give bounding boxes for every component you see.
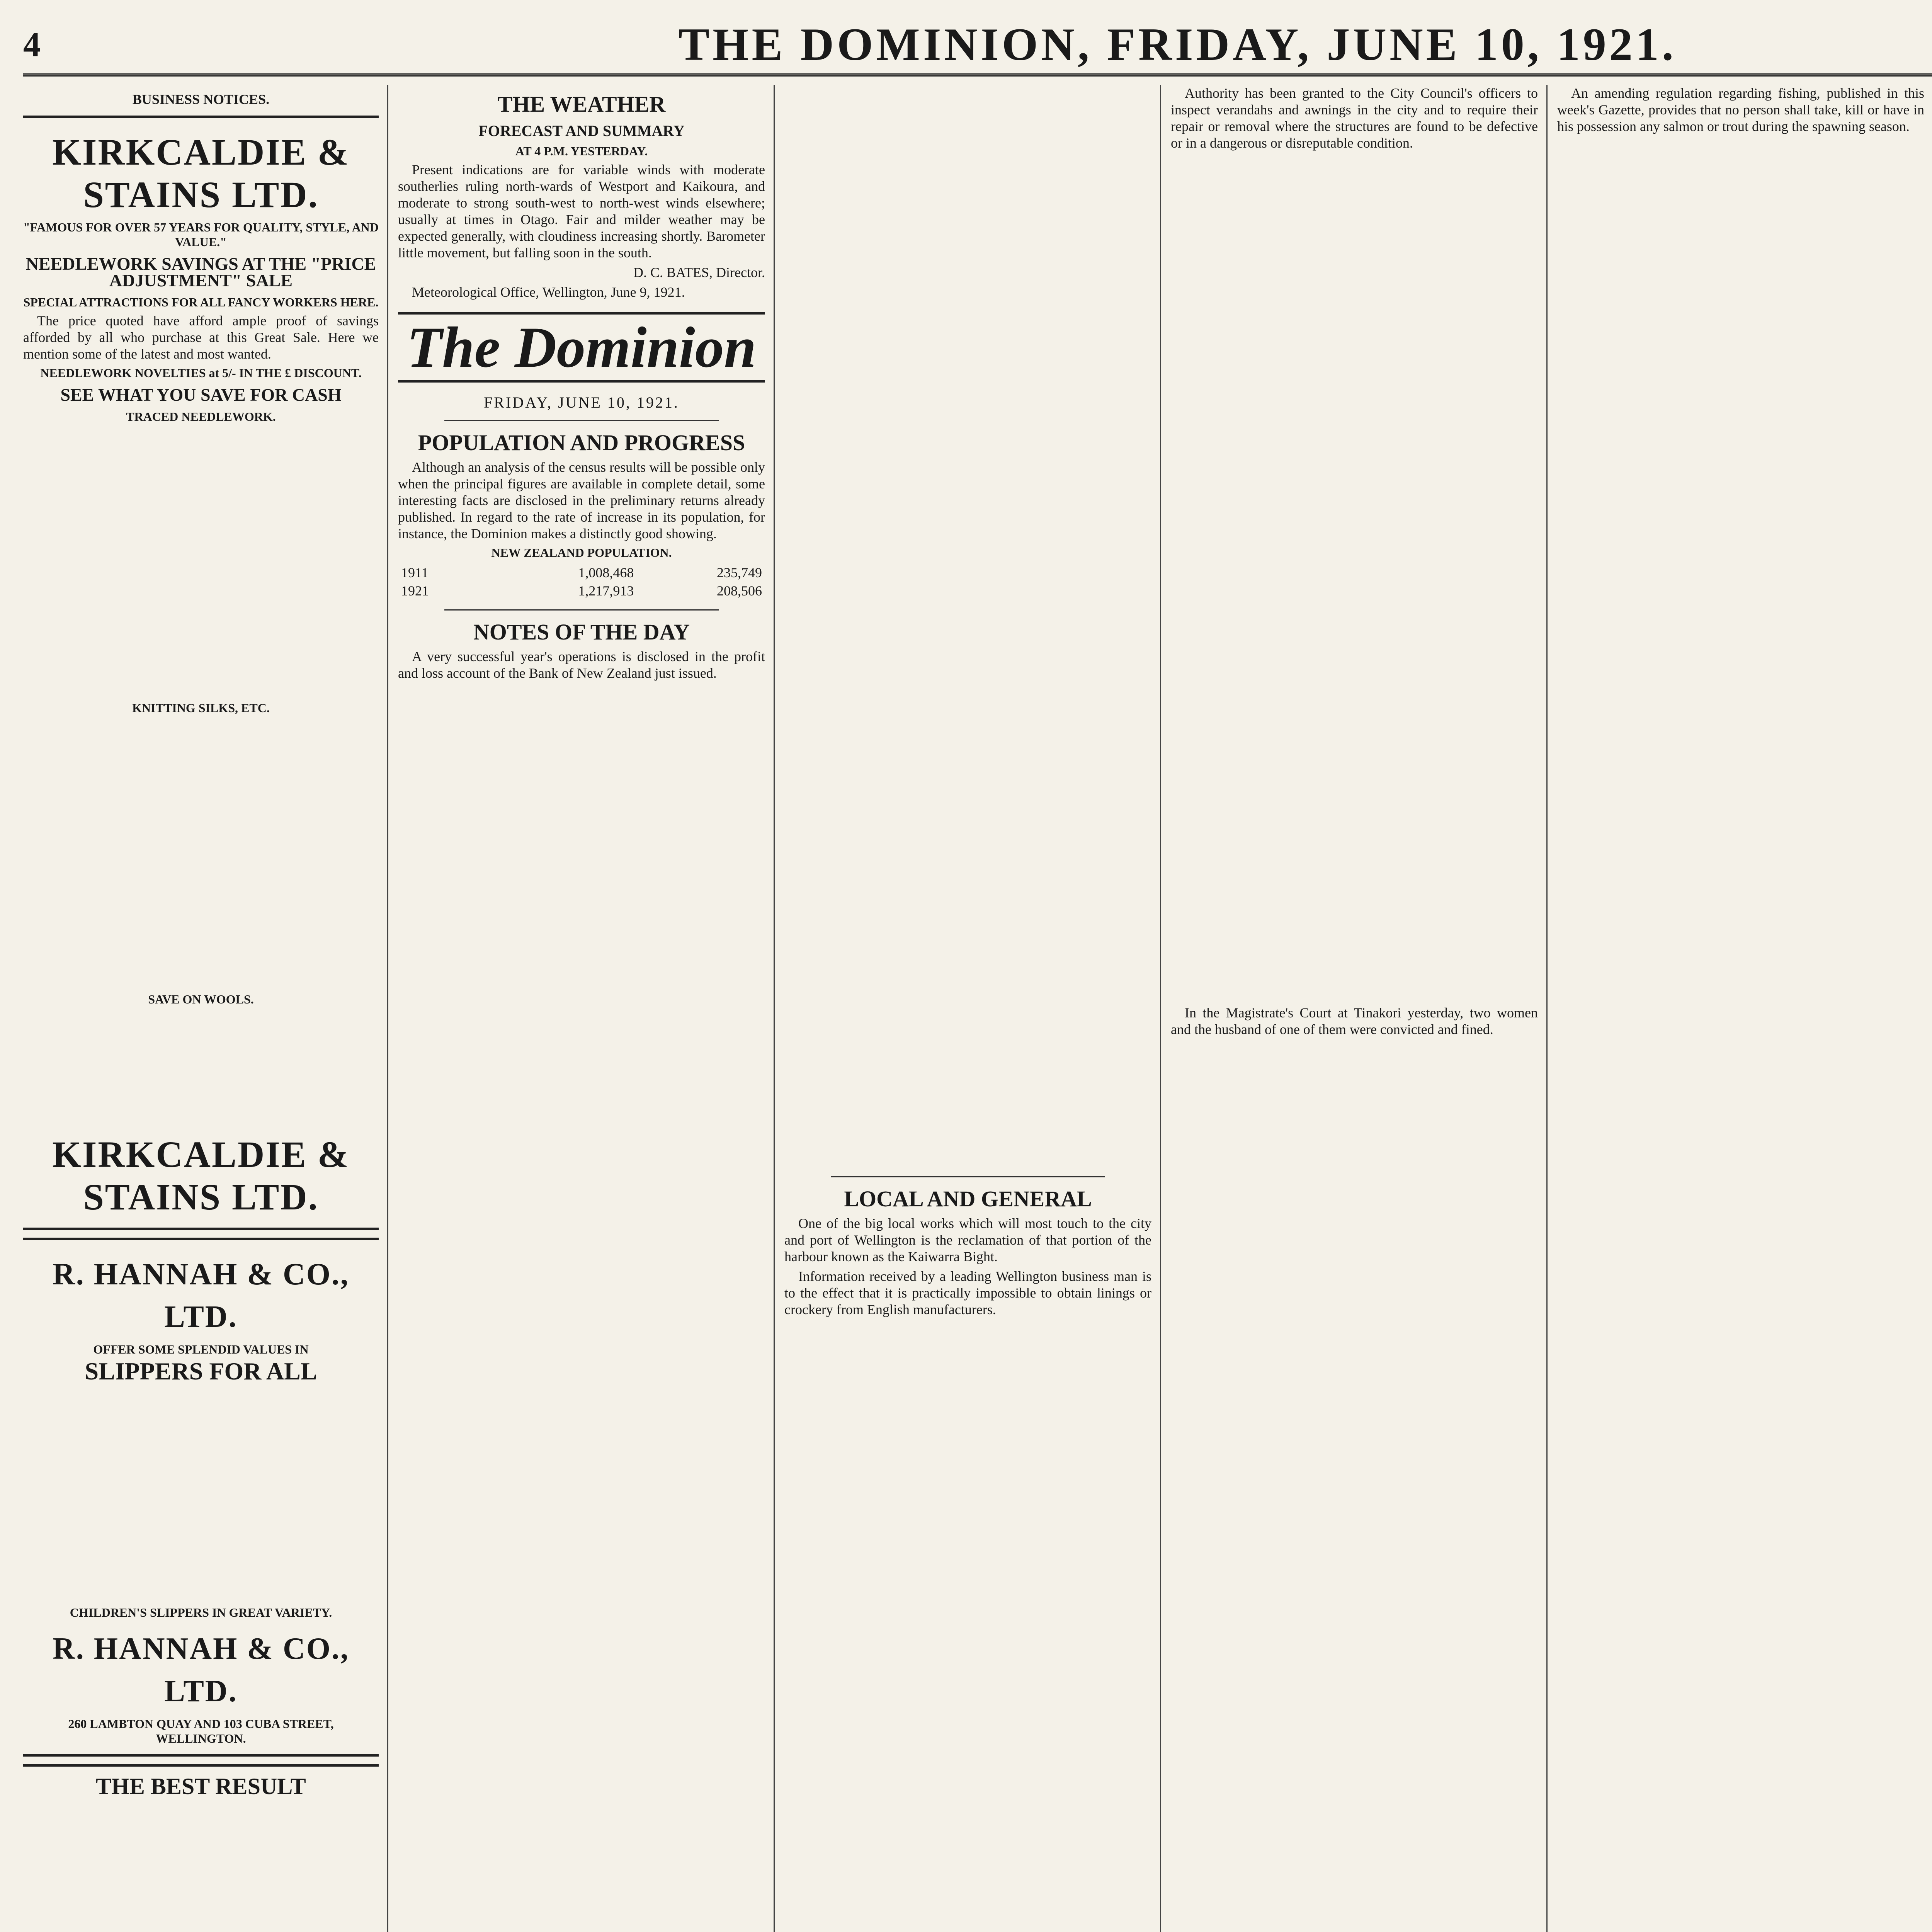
childrens: CHILDREN'S SLIPPERS IN GREAT VARIETY. xyxy=(70,1605,332,1619)
wools: SAVE ON WOOLS. xyxy=(148,992,254,1006)
local-paragraph: One of the big local works which will most touch to the city and port of Wellington is the reclamation of that portion of the harbour known as the Kaiwarra Bight. xyxy=(784,1216,1151,1264)
hannah-title-2: R. HANNAH & CO., LTD. xyxy=(53,1632,349,1708)
page-number: 4 xyxy=(23,25,41,64)
nameplate: The Dominion xyxy=(398,312,765,383)
weather-sub: FORECAST AND SUMMARY xyxy=(478,122,685,139)
hannah-ad xyxy=(23,1238,379,1757)
masthead xyxy=(23,15,1932,77)
column-local xyxy=(784,85,1151,1932)
column-rule xyxy=(1160,85,1161,1932)
kirkcaldie-slogan: "FAMOUS FOR OVER 57 YEARS FOR QUALITY, STYLE, AND VALUE." xyxy=(23,220,379,249)
column-local-continued xyxy=(1171,85,1538,1932)
general-paragraph: An amending regulation regarding fishing, published in this week's Gazette, provides that no person shall take, kill or have in his possession any salmon or trout during the spawning season. xyxy=(1557,85,1924,134)
table-row: 1921 1,217,913 208,506 xyxy=(401,583,762,599)
weather-office: Meteorological Office, Wellington, June 9, 1921. xyxy=(412,284,685,300)
kirkcaldie-ad xyxy=(23,116,379,1230)
slippers: SLIPPERS FOR ALL xyxy=(85,1357,317,1385)
local-paragraph: Authority has been granted to the City Council's officers to inspect verandahs and awnings in the city and to require their repair or removal where the structures are found to be defective or in a dangerous or disreputable condition. xyxy=(1171,85,1538,151)
kirkcaldie-title-2: KIRKCALDIE & STAINS LTD. xyxy=(52,1134,350,1218)
save-head: SEE WHAT YOU SAVE FOR CASH xyxy=(60,385,342,405)
novelties: NEEDLEWORK NOVELTIES at 5/- IN THE £ DISCOUNT. xyxy=(40,366,362,380)
hannah-sub: OFFER SOME SPLENDID VALUES IN xyxy=(93,1342,309,1356)
local-head: LOCAL AND GENERAL xyxy=(844,1186,1092,1211)
dateline: FRIDAY, JUNE 10, 1921. xyxy=(484,394,679,411)
masthead-title: THE DOMINION, FRIDAY, JUNE 10, 1921. xyxy=(679,19,1677,70)
column-advertisements xyxy=(23,85,379,1932)
population-table xyxy=(398,564,765,600)
weather-body: Present indications are for variable winds with moderate southerlies ruling north-wards of Westport and Kaikoura, and moderate to strong south-west to north-west winds elsewhere; usually at times in Otago. Fair and milder weather may be expected generally, with cloudiness increasing shortly. Barometer little movement, but falling soon in the south. xyxy=(398,162,765,260)
table-row: 1911 1,008,468 235,749 xyxy=(401,565,762,580)
column-rule xyxy=(387,85,388,1932)
column-general xyxy=(1557,85,1924,1932)
traced: TRACED NEEDLEWORK. xyxy=(126,410,276,423)
leader-paragraph: Although an analysis of the census results will be possible only when the principal figures are available in complete detail, some interesting facts are disclosed in the preliminary returns already published. In regard to the rate of increase in its population, for instance, the Dominion makes a distinctly good showing. xyxy=(398,459,765,541)
column-editorial xyxy=(398,85,765,1932)
column-rule xyxy=(774,85,775,1932)
notes-paragraph: A very successful year's operations is disclosed in the profit and loss account of the Bank of New Zealand just issued. xyxy=(398,649,765,681)
kirkcaldie-title: KIRKCALDIE & STAINS LTD. xyxy=(52,131,350,215)
needlework-sub: SPECIAL ATTRACTIONS FOR ALL FANCY WORKERS HERE. xyxy=(23,295,379,309)
business-notices: BUSINESS NOTICES. xyxy=(132,92,270,107)
weather-signed: D. C. BATES, Director. xyxy=(633,265,765,280)
best-result: THE BEST RESULT xyxy=(96,1774,306,1799)
column-rule xyxy=(1546,85,1548,1932)
weather-time: AT 4 P.M. YESTERDAY. xyxy=(515,144,648,158)
population-table-head: NEW ZEALAND POPULATION. xyxy=(491,546,672,560)
needlework-head: NEEDLEWORK SAVINGS AT THE "PRICE ADJUSTMENT" SALE xyxy=(26,254,376,290)
local-paragraph: In the Magistrate's Court at Tinakori yesterday, two women and the husband of one of them were convicted and fined. xyxy=(1171,1005,1538,1037)
hannah-address: 260 LAMBTON QUAY AND 103 CUBA STREET, WELLINGTON. xyxy=(68,1717,334,1745)
leader-head: POPULATION AND PROGRESS xyxy=(418,430,745,455)
local-paragraph: Information received by a leading Wellington business man is to the effect that it is practically impossible to obtain linings or crockery from English manufacturers. xyxy=(784,1269,1151,1317)
knitting: KNITTING SILKS, ETC. xyxy=(132,701,270,715)
weather-head: THE WEATHER xyxy=(497,92,666,117)
needlework-body: The price quoted have afford ample proof of savings afforded by all who purchase at this Great Sale. Here we mention some of the latest and most wanted. xyxy=(23,313,379,362)
hannah-title: R. HANNAH & CO., LTD. xyxy=(53,1257,349,1334)
notes-head: NOTES OF THE DAY xyxy=(473,619,690,645)
waterworths-ad xyxy=(23,1764,379,1932)
